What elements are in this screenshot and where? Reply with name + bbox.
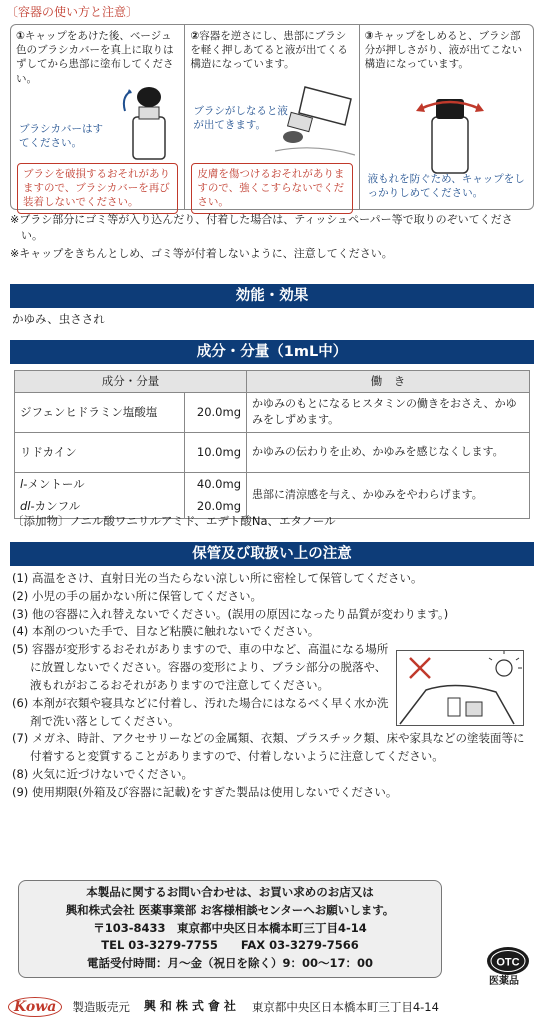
contact-line-2: 興和株式会社 医薬事業部 お客様相談センターへお願いします。 (65, 902, 395, 917)
table-row (15, 392, 530, 432)
ingredient-action: 患部に清涼感を与え、かゆみをやわらげます。 (247, 472, 530, 518)
list-item: (7) メガネ、時計、アクセサリーなどの金属類、衣類、プラスチック類、床や家具などの塗装面等に付着すると変質することがありますので、付着しないように注意してください。 (12, 731, 525, 764)
list-item: (5) 容器が変形するおそれがありますので、車の中など、高温になる場所に放置しないでください。容器の変形により、ブラシ部分の脱落や、液もれがおこるおそれがありますので注意してください。 (12, 642, 389, 692)
ingredient-name: リドカイン (15, 432, 185, 472)
usage-step-1 (11, 25, 185, 209)
ingredients-table (14, 370, 530, 519)
list-item: (3) 他の容器に入れ替えないでください。(誤用の原因になったり品質が変わります。) (12, 606, 449, 621)
footer (8, 996, 536, 1018)
ingredient-name: ジフェンヒドラミン塩酸塩 (15, 392, 185, 432)
otc-badge-icon (486, 946, 530, 976)
usage-note: ※ブラシ部分にゴミ等が入り込んだり、付着した場合は、ティッシュペーパー等で取りのぞいてください。 (10, 213, 513, 242)
list-item: (9) 使用期限(外箱及び容器に記載)をすぎた製品は使用しないでください。 (12, 784, 398, 799)
ingredients-banner: 成分・分量（1mL中） (10, 340, 534, 364)
efficacy-text: かゆみ、虫さされ (12, 312, 105, 326)
usage-step-2 (185, 25, 359, 209)
usage-step-3 (360, 25, 533, 209)
manufacturer-label: 製造販売元 (72, 999, 130, 1014)
storage-banner: 保管及び取扱い上の注意 (10, 542, 534, 566)
step-2-callout: ブラシがしなると液が出てきます。 (193, 105, 288, 131)
contact-hours: 電話受付時間：月～金（祝日を除く）9：00～17：00 (86, 956, 373, 971)
table-row (15, 432, 530, 472)
contact-line-1: 本製品に関するお問い合わせは、お買い求めのお店又は (86, 885, 374, 899)
list-item: (1) 高温をさけ、直射日光の当たらない涼しい所に密栓して保管してください。 (12, 571, 423, 585)
step-2-warning: 皮膚を傷つけるおそれがありますので、強くこすらないでください。 (191, 163, 352, 214)
capped-bottle-illustration (412, 97, 488, 175)
additives-text: 〔添加物〕ノニル酸ワニリルアミド、エデト酸Na、エタノール (12, 514, 336, 528)
brush-cover-illustration (119, 83, 179, 161)
step-2-text: ②容器を逆さにし、患部にブラシを軽く押しあてると液が出てくる構造になっています。 (190, 30, 348, 71)
kowa-logo: Kowa (8, 997, 62, 1017)
list-item: (2) 小児の手の届かない所に保管してください。 (12, 588, 262, 603)
usage-title: 〔容器の使い方と注意〕 (6, 5, 139, 19)
action-header: 働 き (247, 371, 530, 393)
usage-notes (10, 212, 534, 262)
efficacy-banner: 効能・効果 (10, 284, 534, 308)
step-1-text: ①キャップをあけた後、ベージュ色のブラシカバーを真上に取りはずしてから患部に塗布してください。 (16, 30, 174, 85)
step-3-text: ③キャップをしめると、ブラシ部分が押しさがり、液が出てこない構造になっています。 (364, 30, 523, 71)
contact-address: 〒103-8433 東京都中央区日本橋本町三丁目4-14 (93, 920, 367, 935)
ingredient-amount: 10.0mg (185, 432, 247, 472)
ingredient-name: dl-カンフル (15, 495, 185, 518)
step-3-callout: 液もれを防ぐため、キャップをしっかりしめてください。 (367, 173, 525, 199)
ingredient-amount: 40.0mg (185, 472, 247, 495)
ingredient-action: かゆみの伝わりを止め、かゆみを感じなくします。 (247, 432, 530, 472)
table-row (15, 472, 530, 495)
list-item: (6) 本剤が衣類や寝具などに付着し、汚れた場合にはなるべく早く水か洗剤で洗い落としてください。 (12, 695, 389, 728)
ingredient-action: かゆみのもとになるヒスタミンの働きをおさえ、かゆみをしずめます。 (247, 392, 530, 432)
step-1-callout: ブラシカバーはすてください。 (19, 123, 103, 149)
ingredient-name: l-メントール (15, 472, 185, 495)
otc-label: 医薬品 (489, 976, 519, 987)
company-address: 東京都中央区日本橋本町三丁目4-14 (251, 999, 439, 1014)
step-1-warning: ブラシを破損するおそれがありますので、ブラシカバーを再び装着しないでください。 (17, 163, 178, 214)
contact-phones: TEL 03-3279-7755 FAX 03-3279-7566 (101, 938, 359, 953)
usage-note: ※キャップをきちんとしめ、ゴミ等が付着しないように、注意してください。 (10, 246, 393, 260)
ingredient-amount: 20.0mg (185, 392, 247, 432)
contact-box (18, 880, 442, 978)
usage-steps (10, 24, 534, 210)
ingredient-amount: 20.0mg (185, 495, 247, 518)
list-item: (8) 火気に近づけないでください。 (12, 766, 193, 781)
otc-mark: OTC (496, 956, 520, 969)
list-item: (4) 本剤のついた手で、目など粘膜に触れないでください。 (12, 624, 320, 639)
ingredient-header: 成分・分量 (15, 371, 247, 393)
car-heat-warning-illustration (396, 650, 524, 726)
company-name: 興和株式會社 (143, 999, 240, 1014)
